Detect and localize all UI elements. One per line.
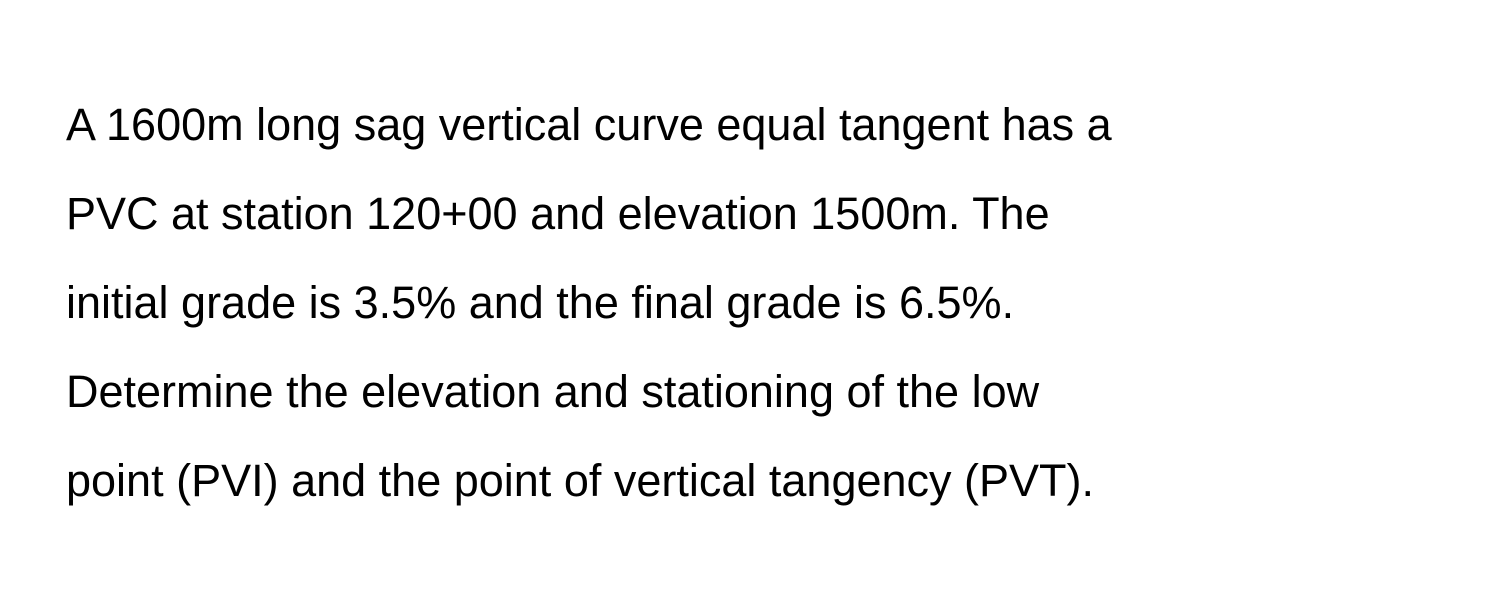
- question-line: initial grade is 3.5% and the final grade is 6.5%.: [66, 277, 1015, 328]
- question-text: [66, 92, 1486, 537]
- question-line: Determine the elevation and stationing of the low: [66, 366, 1040, 417]
- question-line: point (PVI) and the point of vertical tangency (PVT).: [66, 455, 1095, 506]
- question-line: PVC at station 120+00 and elevation 1500m. The: [66, 188, 1050, 239]
- question-line: A 1600m long sag vertical curve equal tangent has a: [66, 99, 1112, 150]
